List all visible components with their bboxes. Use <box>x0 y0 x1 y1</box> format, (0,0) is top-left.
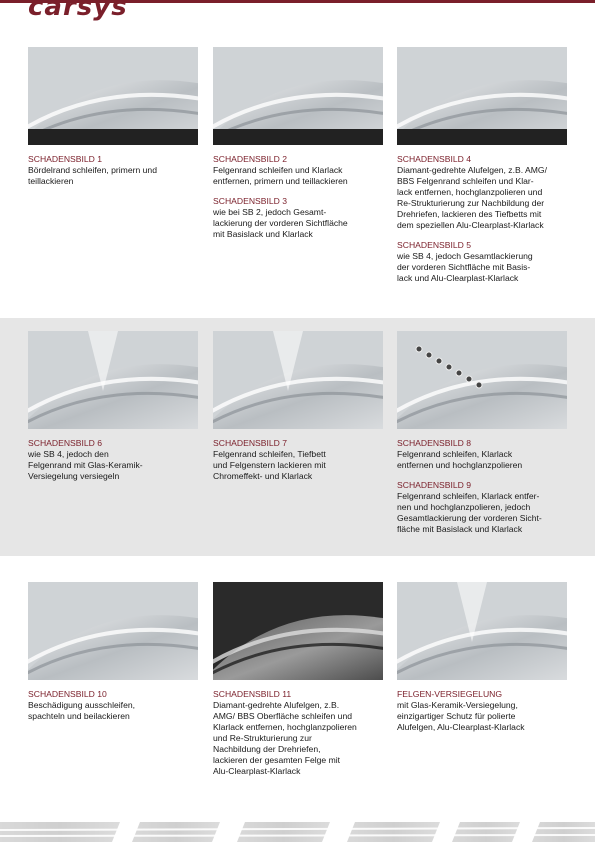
damage-description-line: und Re-Strukturierung zur <box>213 733 312 743</box>
rim-curb-scratch-photo <box>213 47 383 145</box>
block-spacer <box>213 187 383 196</box>
rim-spoke-edge-photo <box>28 331 198 429</box>
chrome-rim-spoke-photo <box>213 331 383 429</box>
damage-description-line: Felgenrand mit Glas-Keramik- <box>28 460 143 470</box>
damage-description-line: Felgenrand schleifen, Klarlack <box>397 449 513 459</box>
damage-description-line: und Felgenstern lackieren mit <box>213 460 326 470</box>
damage-card-sb8 <box>397 331 567 535</box>
damage-description-line: Alufelgen, Alu-Clearplast-Klarlack <box>397 722 525 732</box>
damage-description-line: der vorderen Sichtfläche mit Basis- <box>397 262 531 272</box>
polished-rim-photo <box>397 582 567 680</box>
damage-description-line: entfernen und hochglanzpolieren <box>397 460 523 470</box>
damage-card-sb6 <box>28 331 198 482</box>
damage-description-line: lackierung der vorderen Sichtfläche <box>213 218 348 228</box>
damage-card-sb11 <box>213 582 383 777</box>
damage-description-line: Felgenrand schleifen, Klarlack entfer- <box>397 491 540 501</box>
damage-description-line: mit Glas-Keramik-Versiegelung, <box>397 700 518 710</box>
damage-description-line: Beschädigung ausschleifen, <box>28 700 136 710</box>
damage-title: SCHADENSBILD 8 <box>397 438 472 448</box>
damage-description-line: Drehriefen, lackieren des Tiefbetts mit <box>397 209 542 219</box>
damage-description-line: Gesamtlackierung der vorderen Sicht- <box>397 513 542 523</box>
damage-title: SCHADENSBILD 7 <box>213 438 288 448</box>
damage-card-sb10 <box>28 582 198 722</box>
background-wordmark <box>0 812 595 842</box>
multipiece-rim-bolts-photo <box>397 331 567 429</box>
dark-rim-scratch-photo <box>213 582 383 680</box>
damage-title: SCHADENSBILD 3 <box>213 196 288 206</box>
damage-description-line: fläche mit Basislack und Klarlack <box>397 524 523 534</box>
block-spacer <box>397 231 567 240</box>
damage-description-line: Nachbildung der Drehriefen, <box>213 744 321 754</box>
damage-description-line: wie SB 4, jedoch Gesamtlackierung <box>397 251 533 261</box>
diamond-cut-rim-photo <box>397 47 567 145</box>
damage-description-line: einzigartiger Schutz für polierte <box>397 711 516 721</box>
damage-title: SCHADENSBILD 9 <box>397 480 472 490</box>
damage-description-line: spachteln und beilackieren <box>28 711 130 721</box>
damage-description-line: Re-Strukturierung zur Nachbildung der <box>397 198 545 208</box>
damage-card-sb7 <box>213 331 383 482</box>
damage-title: SCHADENSBILD 1 <box>28 154 103 164</box>
damage-title: FELGEN-VERSIEGELUNG <box>397 689 503 699</box>
damage-card-sb1 <box>28 47 198 187</box>
damage-description-line: Alu-Clearplast-Klarlack <box>213 766 301 776</box>
damage-description-line: nen und hochglanzpolieren, jedoch <box>397 502 531 512</box>
damage-description-line: Felgenrand schleifen und Klarlack <box>213 165 343 175</box>
damage-description-line: lack und Alu-Clearplast-Klarlack <box>397 273 519 283</box>
block-spacer <box>397 471 567 480</box>
damage-description-line: lackieren der gesamten Felge mit <box>213 755 341 765</box>
damage-description-line: Diamant-gedrehte Alufelgen, z.B. AMG/ <box>397 165 547 175</box>
damage-description-line: teillackieren <box>28 176 74 186</box>
damage-title: SCHADENSBILD 4 <box>397 154 472 164</box>
rim-damage-spot-photo <box>28 582 198 680</box>
damage-description-line: wie bei SB 2, jedoch Gesamt- <box>213 207 327 217</box>
damage-description-line: Versiegelung versiegeln <box>28 471 120 481</box>
damage-description-line: wie SB 4, jedoch den <box>28 449 109 459</box>
damage-description-line: AMG/ BBS Oberfläche schleifen und <box>213 711 353 721</box>
damage-description-line: Felgenrand schleifen, Tiefbett <box>213 449 326 459</box>
damage-title: SCHADENSBILD 11 <box>213 689 292 699</box>
damage-title: SCHADENSBILD 6 <box>28 438 103 448</box>
damage-description-line: Bördelrand schleifen, primern und <box>28 165 157 175</box>
damage-description-line: Chromeffekt- und Klarlack <box>213 471 313 481</box>
damage-description-line: entfernen, primern und teillackieren <box>213 176 348 186</box>
damage-description-line: Klarlack entfernen, hochglanzpolieren <box>213 722 357 732</box>
damage-card-sb4 <box>397 47 567 284</box>
damage-title: SCHADENSBILD 5 <box>397 240 472 250</box>
damage-description-line: Diamant-gedrehte Alufelgen, z.B. <box>213 700 340 710</box>
damage-description-line: dem speziellen Alu-Clearplast-Klarlack <box>397 220 544 230</box>
damage-card-sb2 <box>213 47 383 240</box>
damage-title: SCHADENSBILD 2 <box>213 154 288 164</box>
damage-title: SCHADENSBILD 10 <box>28 689 107 699</box>
damage-card-fv <box>397 582 567 733</box>
damage-description-line: mit Basislack und Klarlack <box>213 229 313 239</box>
damage-description-line: BBS Felgenrand schleifen und Klar- <box>397 176 534 186</box>
damage-description-line: lack entfernen, hochglanzpolieren und <box>397 187 543 197</box>
carsys-logo: carsys <box>28 0 128 22</box>
rim-edge-damage-photo <box>28 47 198 145</box>
